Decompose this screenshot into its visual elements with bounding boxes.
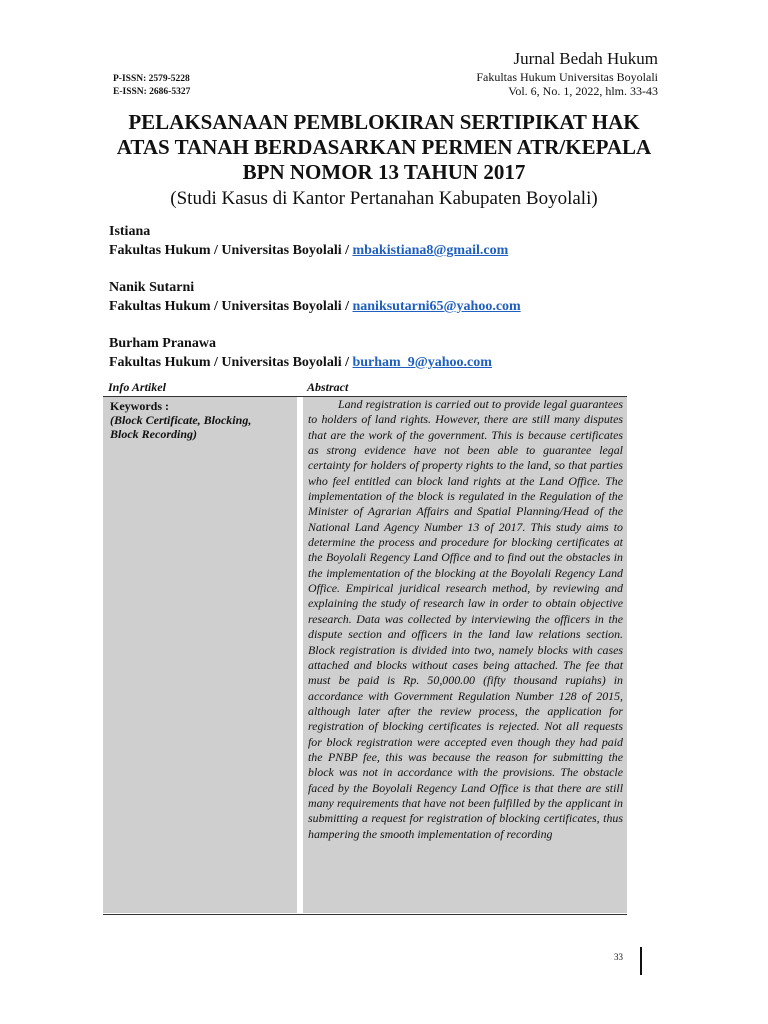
author-email-link[interactable]: naniksutarni65@yahoo.com [352, 299, 521, 314]
issn-block [113, 73, 190, 99]
keywords-label: Keywords : [110, 399, 169, 413]
author-email-link[interactable]: burham_9@yahoo.com [352, 355, 492, 370]
author-list [109, 222, 521, 390]
author-affiliation [109, 241, 521, 260]
abstract-label: Abstract [307, 380, 349, 394]
journal-name: Jurnal Bedah Hukum [513, 49, 658, 68]
keywords-line-1: (Block Certificate, Blocking, [110, 413, 252, 427]
journal-header [476, 48, 658, 98]
paper-title [100, 110, 668, 211]
journal-volume: Vol. 6, No. 1, 2022, hlm. 33-43 [508, 84, 658, 98]
info-artikel-label: Info Artikel [108, 380, 166, 394]
keywords-line-2: Block Recording) [110, 427, 197, 441]
page-number: 33 [614, 952, 623, 962]
paper-subtitle: (Studi Kasus di Kantor Pertanahan Kabupaten Boyolali) [170, 188, 598, 209]
author-name: Istiana [109, 224, 151, 239]
abstract-panel [303, 397, 627, 913]
author-affiliation [109, 297, 521, 316]
author-email-link[interactable]: mbakistiana8@gmail.com [352, 243, 509, 258]
article-info-box [103, 396, 627, 915]
author-affiliation [109, 353, 521, 372]
journal-faculty: Fakultas Hukum Universitas Boyolali [476, 70, 658, 84]
title-line-3: BPN NOMOR 13 TAHUN 2017 [242, 160, 526, 184]
author-name: Burham Pranawa [109, 336, 216, 351]
affiliation-text: Fakultas Hukum / Universitas Boyolali / [109, 355, 353, 370]
author-entry [109, 222, 521, 260]
author-entry [109, 334, 521, 372]
page-number-bar [640, 947, 642, 975]
author-name: Nanik Sutarni [109, 280, 195, 295]
keywords-panel [103, 397, 300, 913]
affiliation-text: Fakultas Hukum / Universitas Boyolali / [109, 299, 353, 314]
author-entry [109, 278, 521, 316]
affiliation-text: Fakultas Hukum / Universitas Boyolali / [109, 243, 353, 258]
title-line-2: ATAS TANAH BERDASARKAN PERMEN ATR/KEPALA [116, 135, 652, 159]
p-issn: P-ISSN: 2579-5228 [113, 74, 190, 84]
e-issn: E-ISSN: 2686-5327 [113, 87, 191, 97]
abstract-text: Land registration is carried out to provide legal guarantees to holders of land rights. However, there are still many disputes that are the work of the government. This is because certificates as strong evidence have not been able to guarantee legal certainty for holders of property rights to the land, so that parties who feel entitled can block land rights at the Land Office. The implementation of the block is regulated in the Regulation of the Minister of Agrarian Affairs and Spatial Planning/Head of the National Land Agency Number 13 of 2017. This study aims to determine the process and procedure for blocking certificates at the Boyolali Regency Land Office and to find out the obstacles in the implementation of the blocking at the Boyolali Regency Land Office. Empirical juridical research method, by reviewing and explaining the study of research law in order to obtain objective research. Data was collected by interviewing the officers in the dispute section and officers in the land law relations section. Block registration is divided into two, namely blocks with cases attached and blocks without cases being attached. The fee that must be paid is Rp. 50,000.00 (fifty thousand rupiahs) in accordance with Government Regulation Number 128 of 2015, although later after the review process, the application for registration of blocking certificates is rejected. Not all requests for block registration were accepted even though they had paid the PNBP fee, this was because the reason for submitting the block was not in accordance with the provisions. The obstacle faced by the Boyolali Regency Land Office is that there are still many requirements that have not been fulfilled by the applicant in submitting a request for registration of blocking certificates, thus hampering the smooth implementation of recording [308, 397, 623, 841]
title-line-1: PELAKSANAAN PEMBLOKIRAN SERTIPIKAT HAK [128, 110, 640, 134]
